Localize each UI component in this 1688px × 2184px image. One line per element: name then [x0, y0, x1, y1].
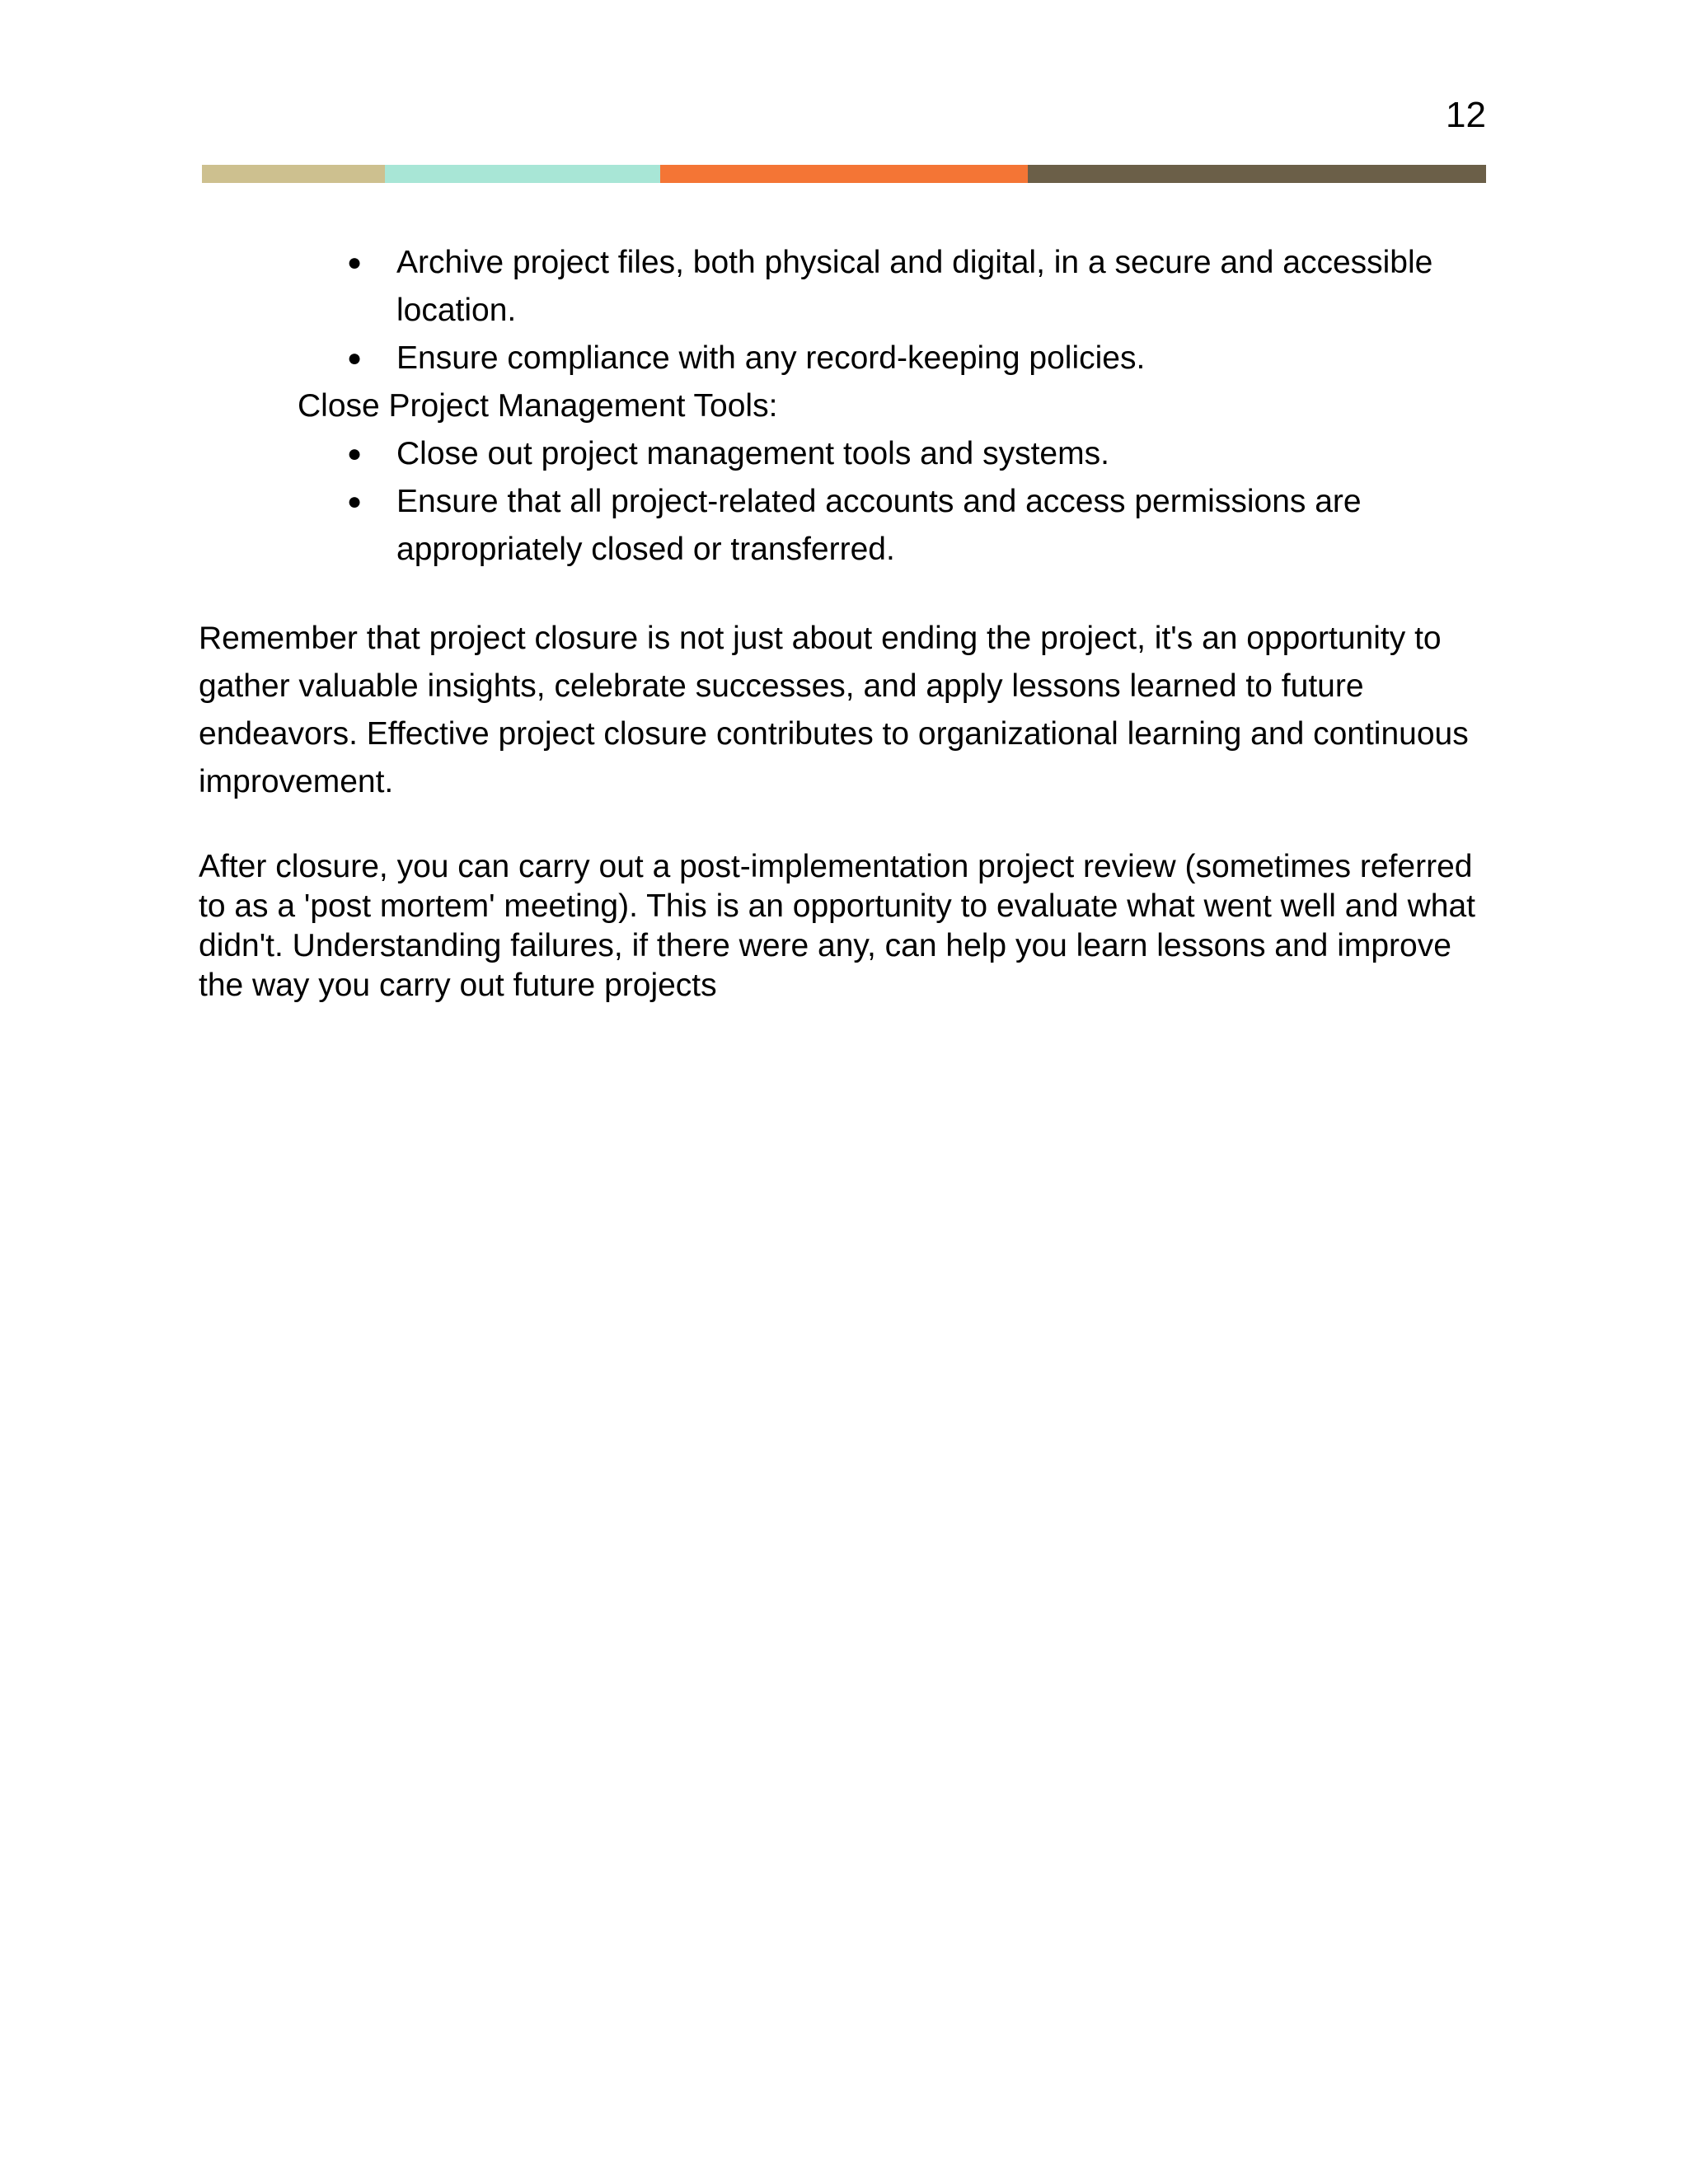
closure-summary-paragraph: Remember that project closure is not just about ending the project, it's an opportunity to gather valuable insights, celebrate successes, and apply lessons learned to future endeavors. Effective project closure contributes to organizational learning and continuous improvement.: [199, 621, 1469, 799]
header-bar-segment-1: [202, 165, 385, 183]
list-item: [347, 430, 1493, 478]
header-bar-segment-4: [1028, 165, 1486, 183]
header-bar-segment-2: [385, 165, 660, 183]
tools-bullet-list: [199, 430, 1493, 574]
post-mortem-paragraph: After closure, you can carry out a post-implementation project review (sometimes referred to as a 'post mortem' meeting). This is an opportunity to evaluate what went well and what didn't. Understanding failures, if there were any, can help you learn lessons and improve the way you carry out future projects: [199, 849, 1475, 1003]
list-item-text: Ensure compliance with any record-keeping policies.: [396, 340, 1146, 376]
list-item-text: Close out project management tools and systems.: [396, 436, 1109, 471]
list-item: [347, 478, 1493, 574]
close-tools-heading: Close Project Management Tools:: [298, 388, 778, 424]
list-item: [347, 239, 1493, 335]
bullet-icon: ●: [347, 344, 363, 372]
archive-bullet-list: [199, 239, 1493, 382]
bullet-icon: ●: [347, 440, 363, 467]
list-item: [347, 335, 1493, 382]
list-item-text: Ensure that all project-related accounts and access permissions are appropriately closed or transferred.: [396, 484, 1362, 567]
header-color-bar: [202, 165, 1486, 183]
bullet-icon: ●: [347, 488, 363, 515]
bullet-icon: ●: [347, 249, 363, 276]
page-number: 12: [1446, 95, 1486, 135]
document-body: [199, 239, 1493, 1005]
list-item-text: Archive project files, both physical and digital, in a secure and accessible location.: [396, 245, 1433, 328]
header-bar-segment-3: [660, 165, 1028, 183]
